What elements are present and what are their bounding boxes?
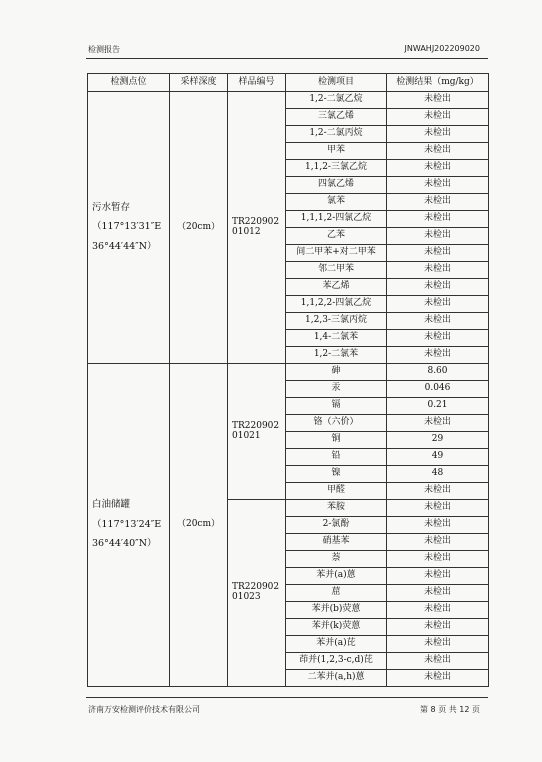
test-item-cell: 三氯乙烯 xyxy=(286,109,387,126)
test-result-cell: 未检出 xyxy=(387,330,489,347)
column-header: 采样深度 xyxy=(170,74,228,92)
test-item-cell: 乙苯 xyxy=(286,228,387,245)
column-header: 检测点位 xyxy=(88,74,170,92)
test-result-cell: 未检出 xyxy=(387,670,489,687)
company-name: 济南万安检测评价技术有限公司 xyxy=(88,705,200,714)
test-item-cell: 1,1,2-三氯乙烷 xyxy=(286,160,387,177)
test-result-cell: 未检出 xyxy=(387,211,489,228)
test-item-cell: 1,1,2,2-四氯乙烷 xyxy=(286,296,387,313)
test-item-cell: 铬（六价） xyxy=(286,415,387,432)
column-header: 检测项目 xyxy=(286,74,387,92)
page-number: 第 8 页 共 12 页 xyxy=(420,705,480,714)
sample-id-cell xyxy=(228,364,286,500)
test-result-cell: 未检出 xyxy=(387,500,489,517)
location-line: 36°44′44″N） xyxy=(92,240,157,252)
test-item-cell: 硝基苯 xyxy=(286,534,387,551)
test-item-cell: 铅 xyxy=(286,449,387,466)
test-result-cell: 未检出 xyxy=(387,415,489,432)
test-result-cell: 未检出 xyxy=(387,92,489,109)
test-item-cell: 氯苯 xyxy=(286,194,387,211)
test-result-cell: 未检出 xyxy=(387,619,489,636)
depth-cell: （20cm） xyxy=(170,92,228,364)
test-result-cell: 未检出 xyxy=(387,568,489,585)
test-item-cell: 镉 xyxy=(286,398,387,415)
test-result-cell: 未检出 xyxy=(387,313,489,330)
test-item-cell: 1,2-二氯苯 xyxy=(286,347,387,364)
footer-rule xyxy=(86,697,488,698)
header-title: 检测报告 xyxy=(88,45,120,54)
table-header-row xyxy=(88,74,489,92)
test-result-cell: 48 xyxy=(387,466,489,483)
column-header: 检测结果（mg/kg） xyxy=(387,74,489,92)
test-item-cell: 䓛 xyxy=(286,585,387,602)
test-item-cell: 镍 xyxy=(286,466,387,483)
test-item-cell: 砷 xyxy=(286,364,387,381)
test-item-cell: 四氯乙烯 xyxy=(286,177,387,194)
test-item-cell: 1,2-二氯乙烷 xyxy=(286,92,387,109)
test-item-cell: 茚并(1,2,3-c,d)芘 xyxy=(286,653,387,670)
test-result-cell: 未检出 xyxy=(387,177,489,194)
test-item-cell: 2-氯酚 xyxy=(286,517,387,534)
test-result-cell: 未检出 xyxy=(387,296,489,313)
sample-id-line: TR220902 xyxy=(232,420,280,431)
table-row xyxy=(88,92,489,109)
test-item-cell: 1,1,1,2-四氯乙烷 xyxy=(286,211,387,228)
test-result-cell: 0.21 xyxy=(387,398,489,415)
test-result-cell: 未检出 xyxy=(387,636,489,653)
test-item-cell: 萘 xyxy=(286,551,387,568)
location-cell xyxy=(88,92,170,364)
test-item-cell: 苯并(a)芘 xyxy=(286,636,387,653)
test-result-cell: 未检出 xyxy=(387,126,489,143)
test-item-cell: 苯并(a)蒽 xyxy=(286,568,387,585)
sample-id-cell xyxy=(228,92,286,364)
test-result-cell: 未检出 xyxy=(387,109,489,126)
test-item-cell: 1,4-二氯苯 xyxy=(286,330,387,347)
test-result-cell: 未检出 xyxy=(387,517,489,534)
table-body xyxy=(88,92,489,687)
test-result-cell: 未检出 xyxy=(387,160,489,177)
test-result-cell: 29 xyxy=(387,432,489,449)
sample-id-line: 01023 xyxy=(232,592,261,602)
column-header: 样品编号 xyxy=(228,74,286,92)
test-result-cell: 未检出 xyxy=(387,228,489,245)
test-result-cell: 未检出 xyxy=(387,653,489,670)
test-item-cell: 甲苯 xyxy=(286,143,387,160)
test-item-cell: 1,2-二氯丙烷 xyxy=(286,126,387,143)
test-item-cell: 苯并(b)荧蒽 xyxy=(286,602,387,619)
table-row xyxy=(88,364,489,381)
test-item-cell: 苯胺 xyxy=(286,500,387,517)
location-line: 36°44′40″N） xyxy=(92,538,157,550)
test-result-cell: 未检出 xyxy=(387,262,489,279)
test-result-cell: 未检出 xyxy=(387,194,489,211)
test-item-cell: 间二甲苯+对二甲苯 xyxy=(286,245,387,262)
test-result-cell: 0.046 xyxy=(387,381,489,398)
test-result-cell: 未检出 xyxy=(387,534,489,551)
location-line: （117°13′24″E xyxy=(92,518,162,530)
location-line: 白油储罐 xyxy=(92,499,131,511)
location-cell xyxy=(88,364,170,687)
test-item-cell: 铜 xyxy=(286,432,387,449)
header-rule xyxy=(86,58,488,59)
test-result-cell: 8.60 xyxy=(387,364,489,381)
test-result-cell: 未检出 xyxy=(387,279,489,296)
test-result-cell: 未检出 xyxy=(387,551,489,568)
test-item-cell: 苯乙烯 xyxy=(286,279,387,296)
location-line: 污水暂存 xyxy=(92,201,131,213)
report-number: JNWAHJ202209020 xyxy=(404,44,480,53)
test-item-cell: 汞 xyxy=(286,381,387,398)
sample-id-line: TR220902 xyxy=(232,582,280,593)
test-result-cell: 未检出 xyxy=(387,347,489,364)
test-result-cell: 未检出 xyxy=(387,245,489,262)
test-item-cell: 1,2,3-三氯丙烷 xyxy=(286,313,387,330)
test-result-cell: 未检出 xyxy=(387,585,489,602)
depth-cell: （20cm） xyxy=(170,364,228,687)
test-result-cell: 未检出 xyxy=(387,483,489,500)
test-result-cell: 未检出 xyxy=(387,143,489,160)
test-item-cell: 苯并(k)荧蒽 xyxy=(286,619,387,636)
test-result-cell: 49 xyxy=(387,449,489,466)
sample-id-line: TR220902 xyxy=(232,216,280,227)
results-table xyxy=(87,73,489,687)
location-line: （117°13′31″E xyxy=(92,221,162,233)
sample-id-line: 01021 xyxy=(232,430,261,441)
sample-id-cell xyxy=(228,500,286,687)
test-result-cell: 未检出 xyxy=(387,602,489,619)
test-item-cell: 二苯并(a,h)蒽 xyxy=(286,670,387,687)
test-item-cell: 邻二甲苯 xyxy=(286,262,387,279)
sample-id-line: 01012 xyxy=(232,226,261,237)
test-item-cell: 甲醛 xyxy=(286,483,387,500)
